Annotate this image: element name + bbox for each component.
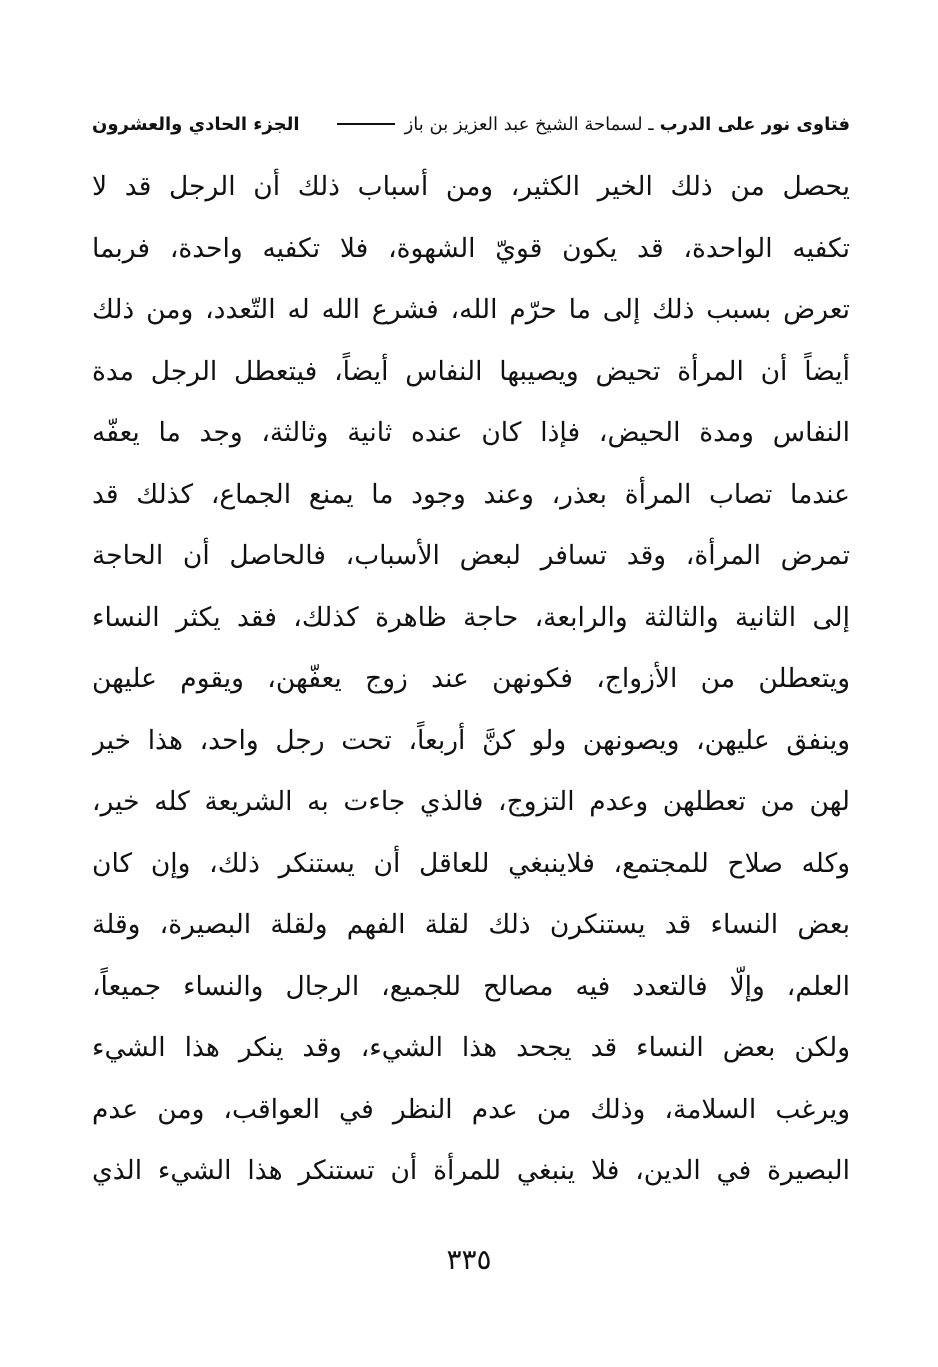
- text-line: البصيرة في الدين، فلا ينبغي للمرأة أن تستنكر هذا الشيء الذي: [92, 1155, 850, 1186]
- header-rule: [337, 123, 395, 125]
- body-text: [92, 156, 850, 1202]
- header-book-title: فتاوى نور على الدرب: [659, 113, 850, 135]
- running-header: [92, 107, 850, 141]
- header-author: ـ لسماحة الشيخ عبد العزيز بن باز: [404, 113, 654, 135]
- text-line: النفاس ومدة الحيض، فإذا كان عنده ثانية وثالثة، وجد ما يعفّه: [92, 417, 850, 448]
- text-line: وينفق عليهن، ويصونهن ولو كنَّ أربعاً، تحت رجل واحد، هذا خير: [92, 724, 850, 756]
- page-number: ٣٣٥: [446, 1243, 492, 1276]
- text-line: ويرغب السلامة، وذلك من عدم النظر في العواقب، ومن عدم: [92, 1093, 850, 1125]
- text-line: بعض النساء قد يستنكرن ذلك لقلة الفهم ولقلة البصيرة، وقلة: [92, 909, 850, 940]
- text-line: وكله صلاح للمجتمع، فلاينبغي للعاقل أن يستنكر ذلك، وإن كان: [92, 847, 850, 879]
- text-line: تمرض المرأة، وقد تسافر لبعض الأسباب، فالحاصل أن الحاجة: [92, 540, 850, 571]
- text-line: إلى الثانية والثالثة والرابعة، حاجة ظاهرة كذلك، فقد يكثر النساء: [92, 601, 850, 633]
- text-line: لهن من تعطلهن وعدم التزوج، فالذي جاءت به الشريعة كله خير،: [92, 786, 850, 817]
- text-line: تعرض بسبب ذلك إلى ما حرّم الله، فشرع الله له التّعدد، ومن ذلك: [92, 294, 850, 325]
- text-line: العلم، وإلّا فالتعدد فيه مصالح للجميع، الرجال والنساء جميعاً،: [92, 970, 850, 1002]
- text-line: أيضاً أن المرأة تحيض ويصيبها النفاس أيضاً، فيتعطل الرجل مدة: [92, 355, 850, 387]
- text-line: يحصل من ذلك الخير الكثير، ومن أسباب ذلك أن الرجل قد لا: [92, 171, 850, 202]
- text-line: عندما تصاب المرأة بعذر، وعند وجود ما يمنع الجماع، كذلك قد: [92, 478, 850, 510]
- text-line: ولكن بعض النساء قد يجحد هذا الشيء، وقد ينكر هذا الشيء: [92, 1032, 850, 1063]
- header-title-group: [333, 114, 850, 135]
- text-line: تكفيه الواحدة، قد يكون قويّ الشهوة، فلا تكفيه واحدة، فربما: [92, 232, 850, 264]
- text-line: ويتعطلن من الأزواج، فكونهن عند زوج يعفّهن، ويقوم عليهن: [92, 663, 850, 694]
- header-volume: الجزء الحادي والعشرون: [92, 113, 300, 135]
